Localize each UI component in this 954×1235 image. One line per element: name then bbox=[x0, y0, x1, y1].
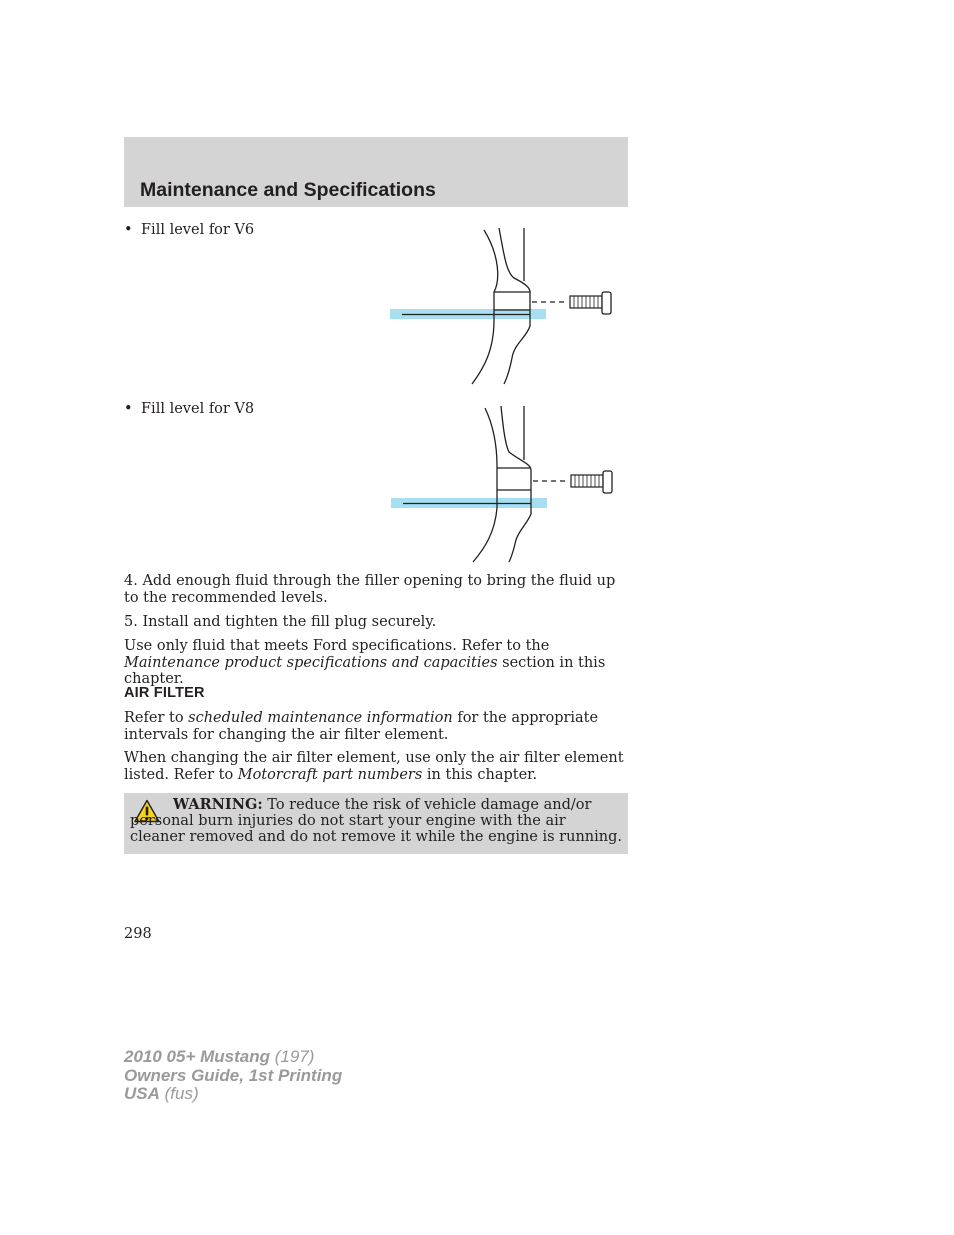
interval-note-text: Refer to bbox=[124, 710, 189, 726]
step-4-text: 4. Add enough fluid through the filler opening to bring the fluid up to the recommended levels. bbox=[124, 573, 616, 606]
v8-fill-level-diagram bbox=[389, 404, 619, 566]
bullet-fill-level-v6 bbox=[124, 222, 254, 239]
warning-message: To reduce the risk of vehicle damage and/or personal burn injuries do not start your engine with the air cleaner removed and do not remove it while the engine is running. bbox=[130, 797, 622, 845]
case-inner-wall bbox=[501, 406, 531, 562]
bullet-dot: • bbox=[124, 401, 133, 417]
footer-printing: Owners Guide, 1st Printing bbox=[124, 1065, 343, 1085]
document-footer bbox=[124, 1048, 342, 1104]
fluid-note-text: Use only fluid that meets Ford specifications. Refer to the bbox=[124, 638, 550, 654]
bullet-label: Fill level for V6 bbox=[141, 222, 255, 238]
warning-box bbox=[124, 793, 628, 854]
section-title: Maintenance and Specifications bbox=[140, 179, 436, 201]
case-inner-wall bbox=[499, 228, 530, 384]
interval-note-text-end: for the appropriate intervals for changing the air filter element. bbox=[124, 710, 599, 743]
fluid-note-text-end: section in this chapter. bbox=[124, 654, 606, 687]
bullet-dot: • bbox=[124, 222, 133, 238]
footer-model: 2010 05+ Mustang bbox=[124, 1047, 270, 1066]
element-note-text-end: in this chapter. bbox=[422, 766, 538, 783]
section-header-band bbox=[124, 137, 628, 207]
bullet-label: Fill level for V8 bbox=[141, 401, 255, 417]
case-outer-wall bbox=[473, 408, 497, 562]
step-5-text: 5. Install and tighten the fill plug securely. bbox=[124, 614, 437, 630]
fill-plug-head bbox=[602, 292, 611, 314]
capacities-reference: Maintenance product specifications and capacities bbox=[124, 654, 498, 671]
footer-market-code: (fus) bbox=[159, 1084, 199, 1103]
warning-text bbox=[130, 797, 622, 845]
v6-fill-level-diagram bbox=[388, 226, 618, 388]
element-note-text: When changing the air filter element, use only the air filter element listed. Refer to bbox=[124, 750, 624, 783]
air-filter-element-note bbox=[124, 750, 628, 783]
scheduled-maintenance-reference: scheduled maintenance information bbox=[188, 710, 453, 726]
part-numbers-reference: Motorcraft part numbers bbox=[237, 766, 423, 783]
footer-market: USA bbox=[124, 1084, 160, 1103]
page-number: 298 bbox=[124, 926, 152, 942]
fluid-spec-note bbox=[124, 638, 628, 688]
warning-label: WARNING: bbox=[173, 796, 263, 813]
footer-model-code: (197) bbox=[270, 1047, 315, 1066]
air-filter-interval-note bbox=[124, 710, 628, 743]
air-filter-heading: AIR FILTER bbox=[124, 685, 205, 701]
case-outer-wall bbox=[472, 230, 498, 384]
fill-plug-head bbox=[603, 471, 612, 493]
bullet-fill-level-v8 bbox=[124, 401, 254, 418]
